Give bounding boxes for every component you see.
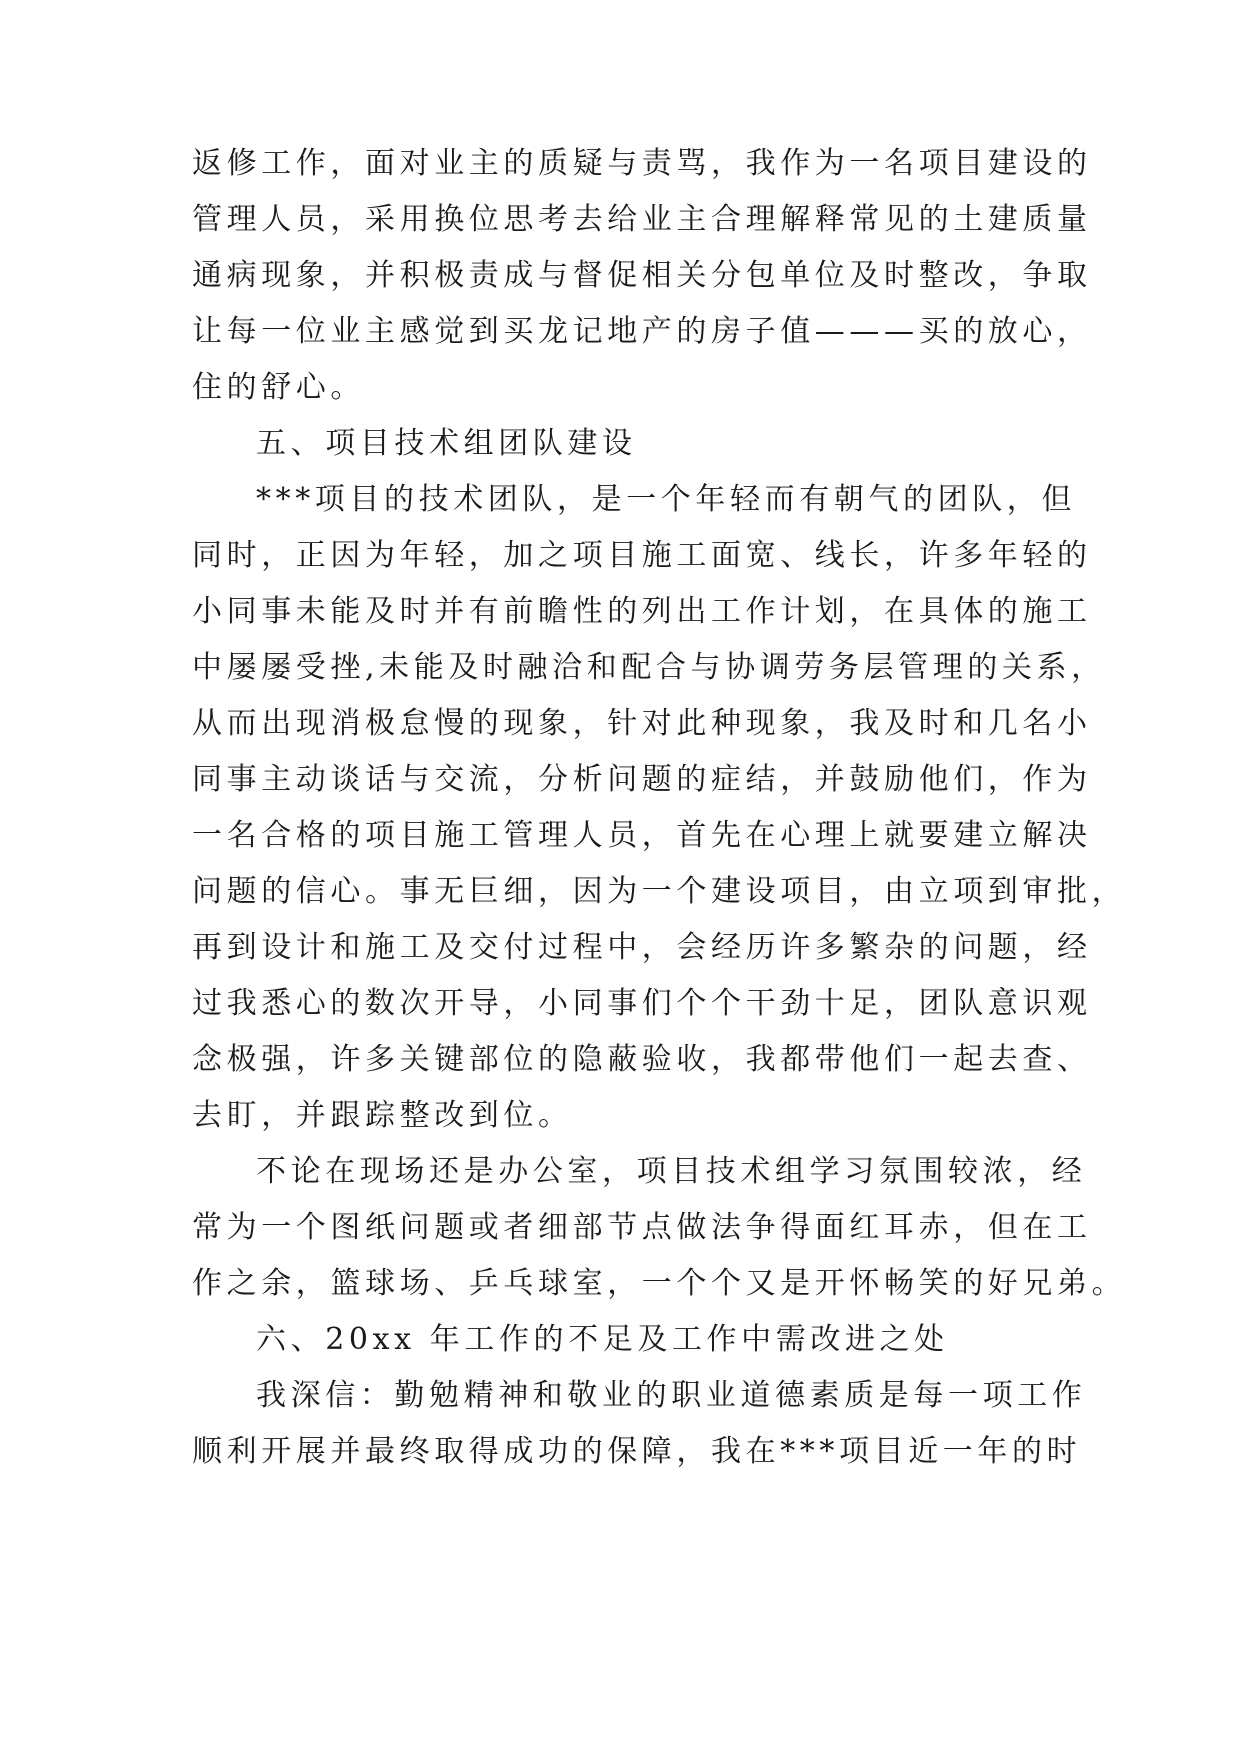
text-line: 中屡屡受挫,未能及时融洽和配合与协调劳务层管理的关系， bbox=[192, 650, 1106, 685]
text-line: 返修工作，面对业主的质疑与责骂，我作为一名项目建设的 bbox=[192, 146, 1092, 181]
text-line: 去盯，并跟踪整改到位。 bbox=[192, 1098, 573, 1133]
text-line: 过我悉心的数次开导，小同事们个个干劲十足，团队意识观 bbox=[192, 986, 1092, 1021]
text-line: 同事主动谈话与交流，分析问题的症结，并鼓励他们，作为 bbox=[192, 762, 1092, 797]
text-line: 不论在现场还是办公室，项目技术组学习氛围较浓，经 bbox=[256, 1154, 1087, 1189]
text-line: 念极强，许多关键部位的隐蔽验收，我都带他们一起去查、 bbox=[192, 1042, 1092, 1077]
text-line: 我深信：勤勉精神和敬业的职业道德素质是每一项工作 bbox=[256, 1378, 1087, 1413]
text-line: 小同事未能及时并有前瞻性的列出工作计划，在具体的施工 bbox=[192, 594, 1092, 629]
text-line: 通病现象，并积极责成与督促相关分包单位及时整改，争取 bbox=[192, 258, 1092, 293]
text-line: 住的舒心。 bbox=[192, 370, 365, 405]
text-line: 常为一个图纸问题或者细部节点做法争得面红耳赤，但在工 bbox=[192, 1210, 1092, 1245]
text-line: 问题的信心。事无巨细，因为一个建设项目，由立项到审批， bbox=[192, 874, 1127, 909]
text-line: 作之余，篮球场、乒乓球室，一个个又是开怀畅笑的好兄弟。 bbox=[192, 1266, 1127, 1301]
text-line: 一名合格的项目施工管理人员，首先在心理上就要建立解决 bbox=[192, 818, 1092, 853]
text-line: 从而出现消极怠慢的现象，针对此种现象，我及时和几名小 bbox=[192, 706, 1092, 741]
text-line: 同时，正因为年轻，加之项目施工面宽、线长，许多年轻的 bbox=[192, 538, 1092, 573]
text-line: 管理人员，采用换位思考去给业主合理解释常见的土建质量 bbox=[192, 202, 1092, 237]
section-heading: 六、20xx 年工作的不足及工作中需改进之处 bbox=[256, 1322, 949, 1357]
section-heading: 五、项目技术组团队建设 bbox=[256, 426, 637, 461]
text-line: 让每一位业主感觉到买龙记地产的房子值———买的放心， bbox=[192, 314, 1092, 349]
text-line: 再到设计和施工及交付过程中，会经历许多繁杂的问题，经 bbox=[192, 930, 1092, 965]
text-line: 顺利开展并最终取得成功的保障，我在***项目近一年的时 bbox=[192, 1434, 1082, 1469]
text-line: ***项目的技术团队，是一个年轻而有朝气的团队，但 bbox=[256, 482, 1076, 517]
